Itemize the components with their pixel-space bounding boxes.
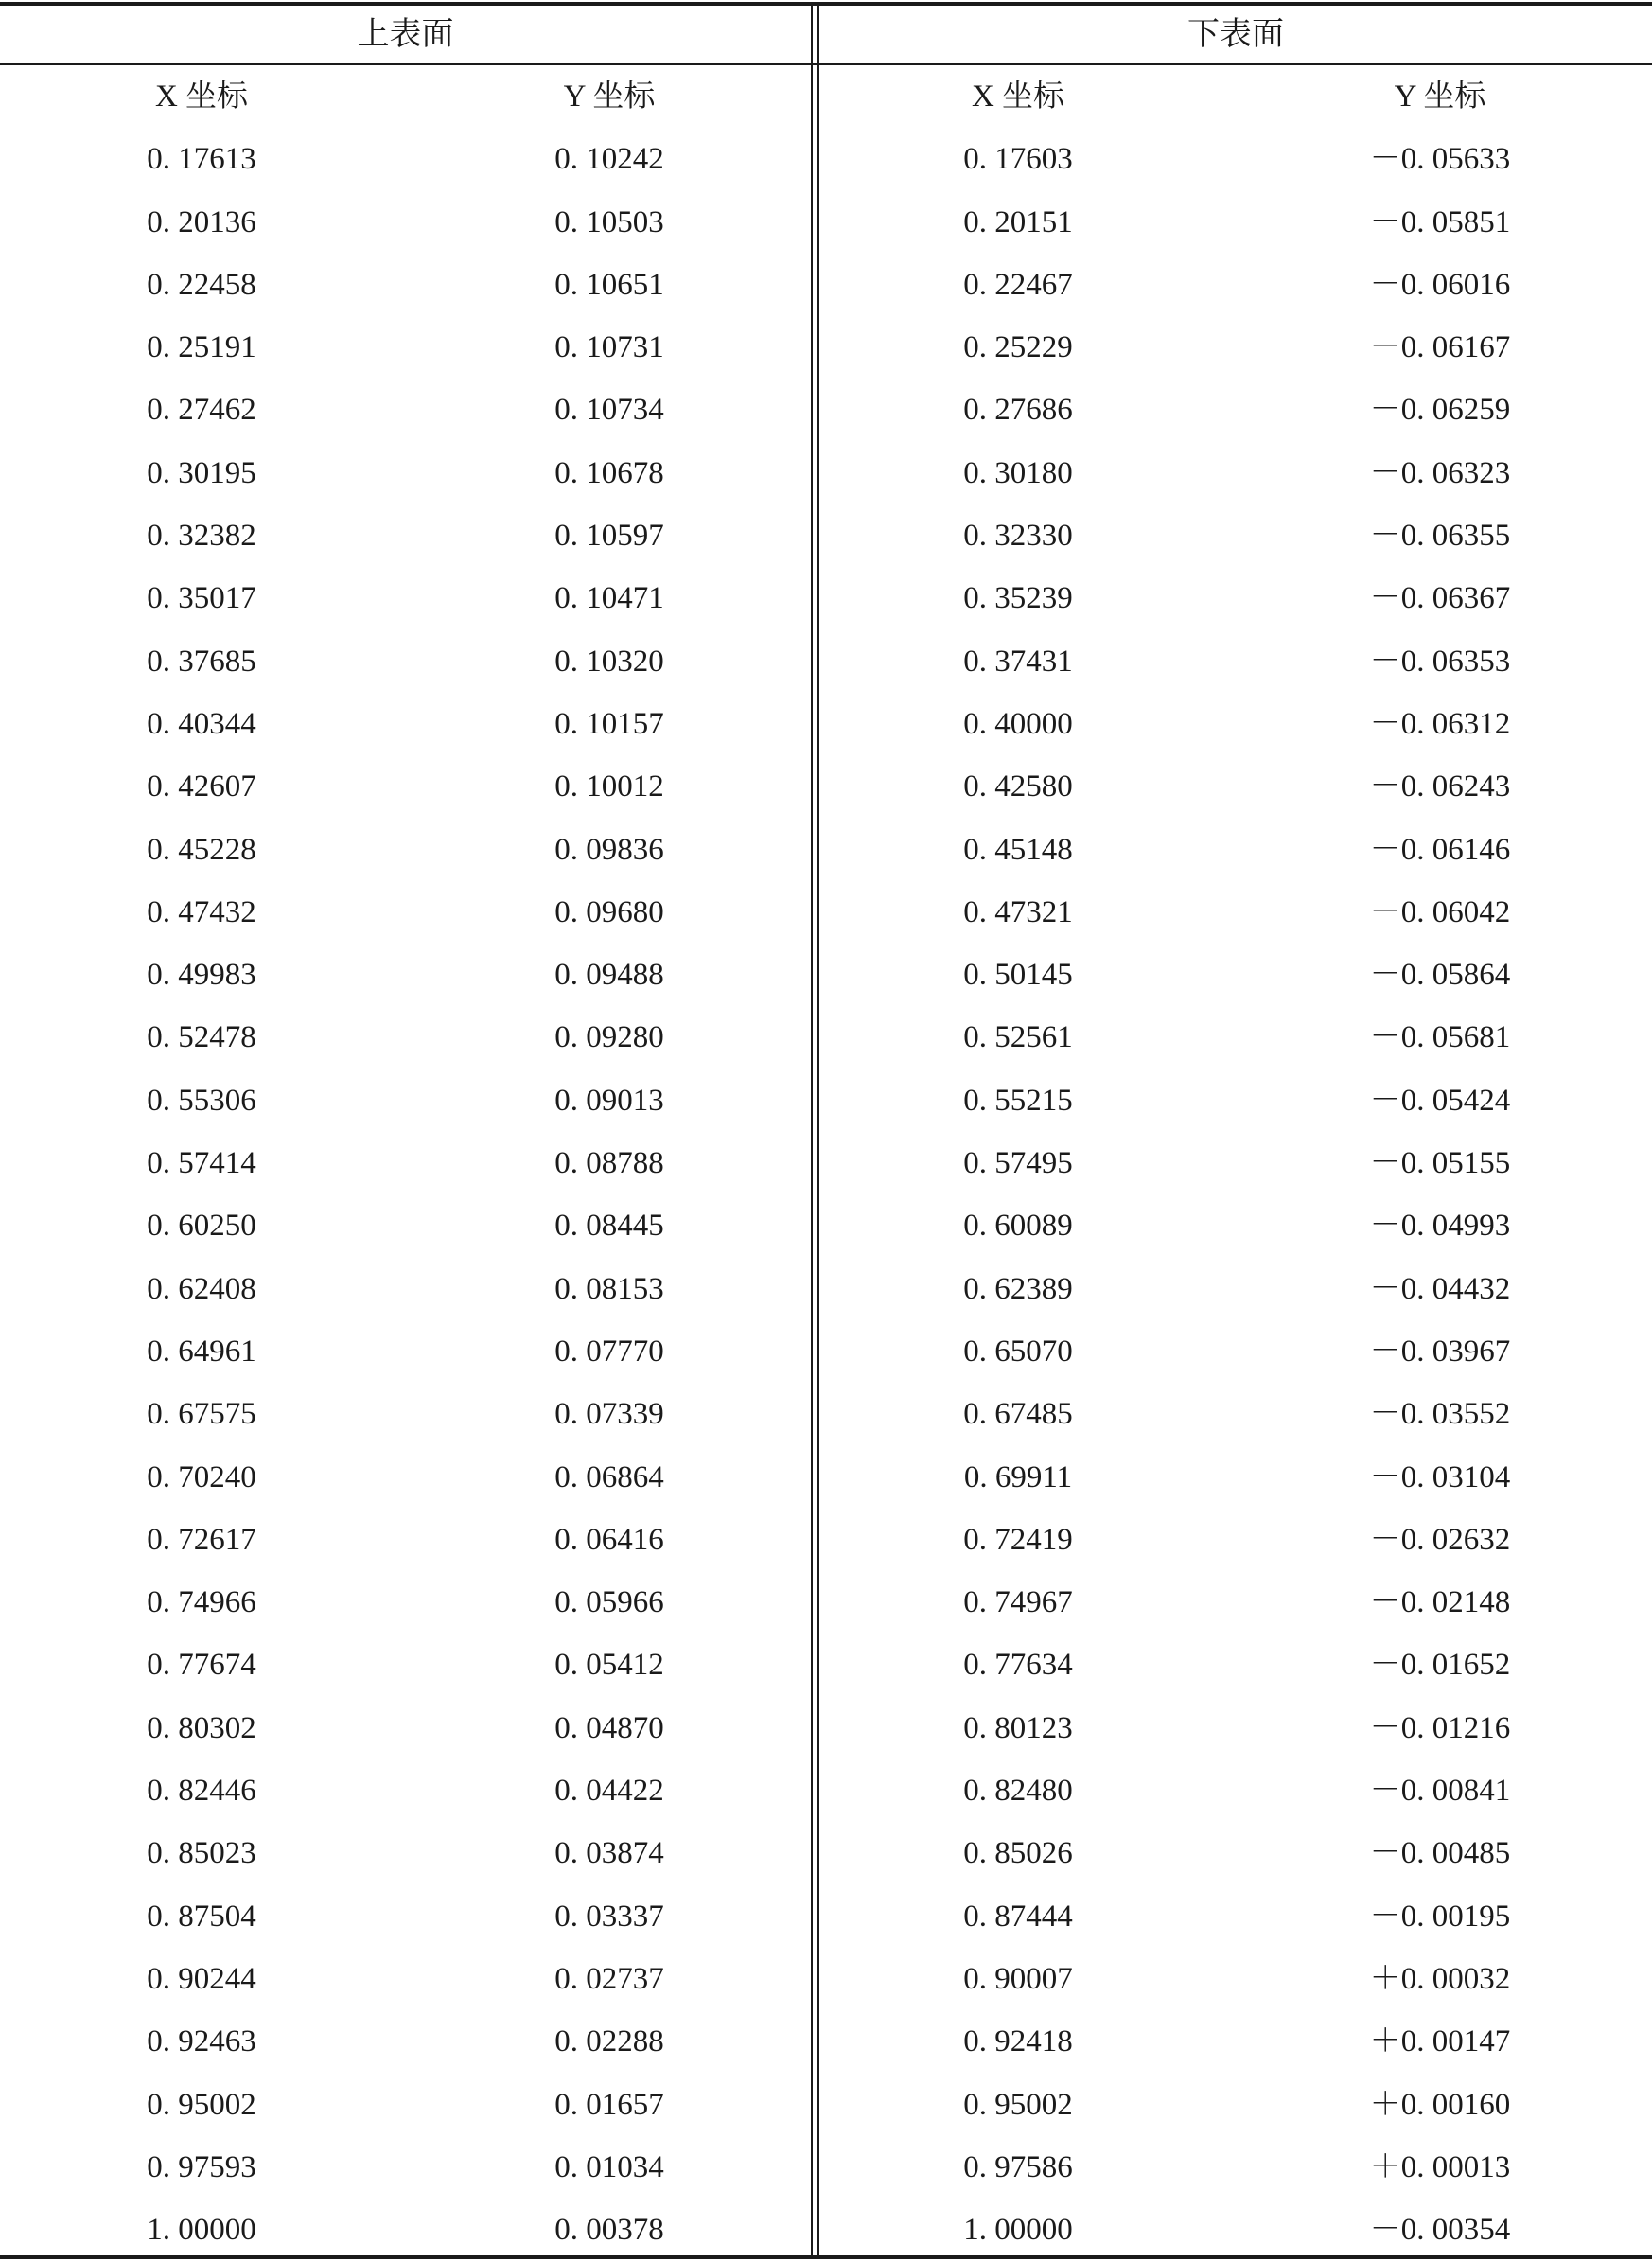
upper-y-cell: 0. 05966 — [554, 1585, 664, 1620]
upper-y-cell: 0. 10678 — [554, 455, 664, 490]
upper-y-cell: 0. 10320 — [554, 644, 664, 679]
column-divider — [817, 6, 819, 2255]
upper-x-cell: 0. 47432 — [147, 894, 256, 929]
lower-y-cell: －0. 06353 — [1369, 644, 1511, 679]
upper-x-cell: 0. 52478 — [147, 1020, 256, 1055]
lower-y-cell: －0. 06042 — [1369, 894, 1511, 929]
upper-x-cell: 0. 64961 — [147, 1334, 256, 1369]
upper-x-cell: 0. 20136 — [147, 204, 256, 239]
upper-x-header: X 坐标 — [154, 80, 249, 114]
upper-x-cell: 0. 30195 — [147, 455, 256, 490]
lower-y-cell: －0. 05864 — [1369, 958, 1511, 993]
upper-x-cell: 0. 37685 — [147, 644, 256, 679]
upper-y-cell: 0. 07770 — [554, 1334, 664, 1369]
upper-y-cell: 0. 08788 — [554, 1146, 664, 1181]
upper-x-cell: 1. 00000 — [147, 2213, 256, 2248]
lower-y-cell: －0. 05424 — [1369, 1083, 1511, 1118]
lower-y-cell: －0. 00354 — [1369, 2213, 1511, 2248]
lower-x-cell: 0. 85026 — [963, 1836, 1073, 1871]
upper-x-cell: 0. 62408 — [147, 1271, 256, 1306]
upper-x-cell: 0. 57414 — [147, 1146, 256, 1181]
lower-x-cell: 0. 27686 — [963, 393, 1073, 428]
upper-x-cell: 0. 87504 — [147, 1899, 256, 1934]
lower-y-cell: －0. 06367 — [1369, 581, 1511, 616]
lower-y-cell: －0. 00485 — [1369, 1836, 1511, 1871]
lower-y-cell: －0. 06243 — [1369, 769, 1511, 804]
upper-y-cell: 0. 08153 — [554, 1271, 664, 1306]
lower-x-cell: 0. 35239 — [963, 581, 1073, 616]
lower-x-cell: 0. 95002 — [963, 2087, 1073, 2122]
upper-y-cell: 0. 09836 — [554, 832, 664, 867]
lower-y-cell: －0. 03104 — [1369, 1459, 1511, 1494]
upper-x-cell: 0. 32382 — [147, 519, 256, 554]
upper-x-column — [107, 65, 296, 2261]
lower-x-cell: 0. 52561 — [963, 1020, 1073, 1055]
lower-x-cell: 0. 17603 — [963, 142, 1073, 177]
upper-y-cell: 0. 10157 — [554, 706, 664, 741]
column-divider — [811, 6, 813, 2255]
lower-x-cell: 0. 77634 — [963, 1648, 1073, 1683]
lower-x-cell: 0. 55215 — [963, 1083, 1073, 1118]
upper-x-cell: 0. 25191 — [147, 330, 256, 365]
lower-x-cell: 0. 97586 — [963, 2149, 1073, 2184]
lower-y-cell: －0. 02632 — [1369, 1522, 1511, 1557]
lower-x-cell: 0. 32330 — [963, 519, 1073, 554]
upper-y-cell: 0. 10242 — [554, 142, 664, 177]
upper-y-cell: 0. 09013 — [554, 1083, 664, 1118]
lower-x-cell: 1. 00000 — [963, 2213, 1073, 2248]
lower-y-cell: －0. 00195 — [1369, 1899, 1511, 1934]
upper-x-cell: 0. 27462 — [147, 393, 256, 428]
lower-x-cell: 0. 37431 — [963, 644, 1073, 679]
upper-y-cell: 0. 10471 — [554, 581, 664, 616]
lower-x-cell: 0. 45148 — [963, 832, 1073, 867]
lower-y-cell: －0. 04993 — [1369, 1209, 1511, 1244]
lower-x-cell: 0. 42580 — [963, 769, 1073, 804]
lower-x-cell: 0. 57495 — [963, 1146, 1073, 1181]
lower-surface-title: 下表面 — [1187, 17, 1284, 52]
upper-y-cell: 0. 09488 — [554, 958, 664, 993]
upper-x-cell: 0. 55306 — [147, 1083, 256, 1118]
upper-x-cell: 0. 17613 — [147, 142, 256, 177]
lower-y-cell: ＋0. 00013 — [1369, 2149, 1511, 2184]
lower-y-cell: －0. 06355 — [1369, 519, 1511, 554]
upper-y-cell: 0. 10734 — [554, 393, 664, 428]
upper-x-cell: 0. 80302 — [147, 1710, 256, 1745]
upper-y-cell: 0. 10503 — [554, 204, 664, 239]
lower-y-column — [1345, 65, 1535, 2261]
lower-y-cell: －0. 06259 — [1369, 393, 1511, 428]
upper-y-cell: 0. 06416 — [554, 1522, 664, 1557]
lower-x-cell: 0. 80123 — [963, 1710, 1073, 1745]
lower-y-cell: －0. 06016 — [1369, 267, 1511, 302]
lower-y-cell: －0. 04432 — [1369, 1271, 1511, 1306]
lower-y-header: Y 坐标 — [1394, 80, 1486, 114]
upper-x-cell: 0. 85023 — [147, 1836, 256, 1871]
upper-y-cell: 0. 00378 — [554, 2213, 664, 2248]
lower-y-cell: ＋0. 00147 — [1369, 2024, 1511, 2059]
lower-y-cell: －0. 05681 — [1369, 1020, 1511, 1055]
upper-y-cell: 0. 10597 — [554, 519, 664, 554]
lower-x-cell: 0. 74967 — [963, 1585, 1073, 1620]
lower-y-cell: －0. 05851 — [1369, 204, 1511, 239]
upper-x-cell: 0. 22458 — [147, 267, 256, 302]
lower-x-column — [923, 65, 1113, 2261]
lower-x-cell: 0. 60089 — [963, 1209, 1073, 1244]
upper-x-cell: 0. 67575 — [147, 1397, 256, 1432]
lower-y-cell: －0. 06167 — [1369, 330, 1511, 365]
upper-y-cell: 0. 08445 — [554, 1209, 664, 1244]
upper-y-column — [515, 65, 704, 2261]
lower-y-cell: －0. 02148 — [1369, 1585, 1511, 1620]
upper-y-cell: 0. 05412 — [554, 1648, 664, 1683]
upper-y-cell: 0. 02737 — [554, 1961, 664, 1996]
lower-x-cell: 0. 20151 — [963, 204, 1073, 239]
upper-y-cell: 0. 01034 — [554, 2149, 664, 2184]
lower-x-cell: 0. 47321 — [963, 894, 1073, 929]
upper-y-cell: 0. 04422 — [554, 1774, 664, 1809]
upper-x-cell: 0. 60250 — [147, 1209, 256, 1244]
upper-x-cell: 0. 77674 — [147, 1648, 256, 1683]
lower-x-cell: 0. 82480 — [963, 1774, 1073, 1809]
upper-y-cell: 0. 03874 — [554, 1836, 664, 1871]
upper-y-cell: 0. 03337 — [554, 1899, 664, 1934]
lower-x-cell: 0. 87444 — [963, 1899, 1073, 1934]
lower-y-cell: －0. 01216 — [1369, 1710, 1511, 1745]
lower-y-cell: ＋0. 00160 — [1369, 2087, 1511, 2122]
upper-y-header: Y 坐标 — [563, 80, 656, 114]
lower-x-cell: 0. 69911 — [963, 1459, 1073, 1494]
lower-x-cell: 0. 22467 — [963, 267, 1073, 302]
lower-x-cell: 0. 40000 — [963, 706, 1073, 741]
upper-y-cell: 0. 07339 — [554, 1397, 664, 1432]
lower-x-cell: 0. 92418 — [963, 2024, 1073, 2059]
lower-y-cell: －0. 00841 — [1369, 1774, 1511, 1809]
upper-x-cell: 0. 42607 — [147, 769, 256, 804]
upper-x-cell: 0. 90244 — [147, 1961, 256, 1996]
upper-x-cell: 0. 70240 — [147, 1459, 256, 1494]
lower-x-cell: 0. 30180 — [963, 455, 1073, 490]
upper-x-cell: 0. 35017 — [147, 581, 256, 616]
lower-y-cell: －0. 05633 — [1369, 142, 1511, 177]
upper-x-cell: 0. 72617 — [147, 1522, 256, 1557]
lower-x-cell: 0. 67485 — [963, 1397, 1073, 1432]
lower-y-cell: －0. 03967 — [1369, 1334, 1511, 1369]
upper-y-cell: 0. 09280 — [554, 1020, 664, 1055]
upper-x-cell: 0. 49983 — [147, 958, 256, 993]
upper-x-cell: 0. 45228 — [147, 832, 256, 867]
upper-y-cell: 0. 04870 — [554, 1710, 664, 1745]
upper-y-cell: 0. 10012 — [554, 769, 664, 804]
upper-y-cell: 0. 09680 — [554, 894, 664, 929]
lower-y-cell: ＋0. 00032 — [1369, 1961, 1511, 1996]
lower-x-cell: 0. 62389 — [963, 1271, 1073, 1306]
lower-y-cell: －0. 06312 — [1369, 706, 1511, 741]
lower-y-cell: －0. 06323 — [1369, 455, 1511, 490]
lower-x-cell: 0. 25229 — [963, 330, 1073, 365]
lower-x-header: X 坐标 — [971, 80, 1065, 114]
lower-y-cell: －0. 06146 — [1369, 832, 1511, 867]
upper-y-cell: 0. 01657 — [554, 2087, 664, 2122]
lower-y-cell: －0. 03552 — [1369, 1397, 1511, 1432]
lower-y-cell: －0. 01652 — [1369, 1648, 1511, 1683]
lower-x-cell: 0. 50145 — [963, 958, 1073, 993]
lower-y-cell: －0. 05155 — [1369, 1146, 1511, 1181]
lower-x-cell: 0. 72419 — [963, 1522, 1073, 1557]
upper-y-cell: 0. 10651 — [554, 267, 664, 302]
upper-surface-title: 上表面 — [357, 17, 454, 52]
upper-x-cell: 0. 82446 — [147, 1774, 256, 1809]
upper-x-cell: 0. 92463 — [147, 2024, 256, 2059]
upper-y-cell: 0. 06864 — [554, 1459, 664, 1494]
upper-y-cell: 0. 10731 — [554, 330, 664, 365]
upper-x-cell: 0. 95002 — [147, 2087, 256, 2122]
lower-x-cell: 0. 90007 — [963, 1961, 1073, 1996]
lower-x-cell: 0. 65070 — [963, 1334, 1073, 1369]
upper-x-cell: 0. 97593 — [147, 2149, 256, 2184]
upper-y-cell: 0. 02288 — [554, 2024, 664, 2059]
upper-x-cell: 0. 40344 — [147, 706, 256, 741]
upper-x-cell: 0. 74966 — [147, 1585, 256, 1620]
